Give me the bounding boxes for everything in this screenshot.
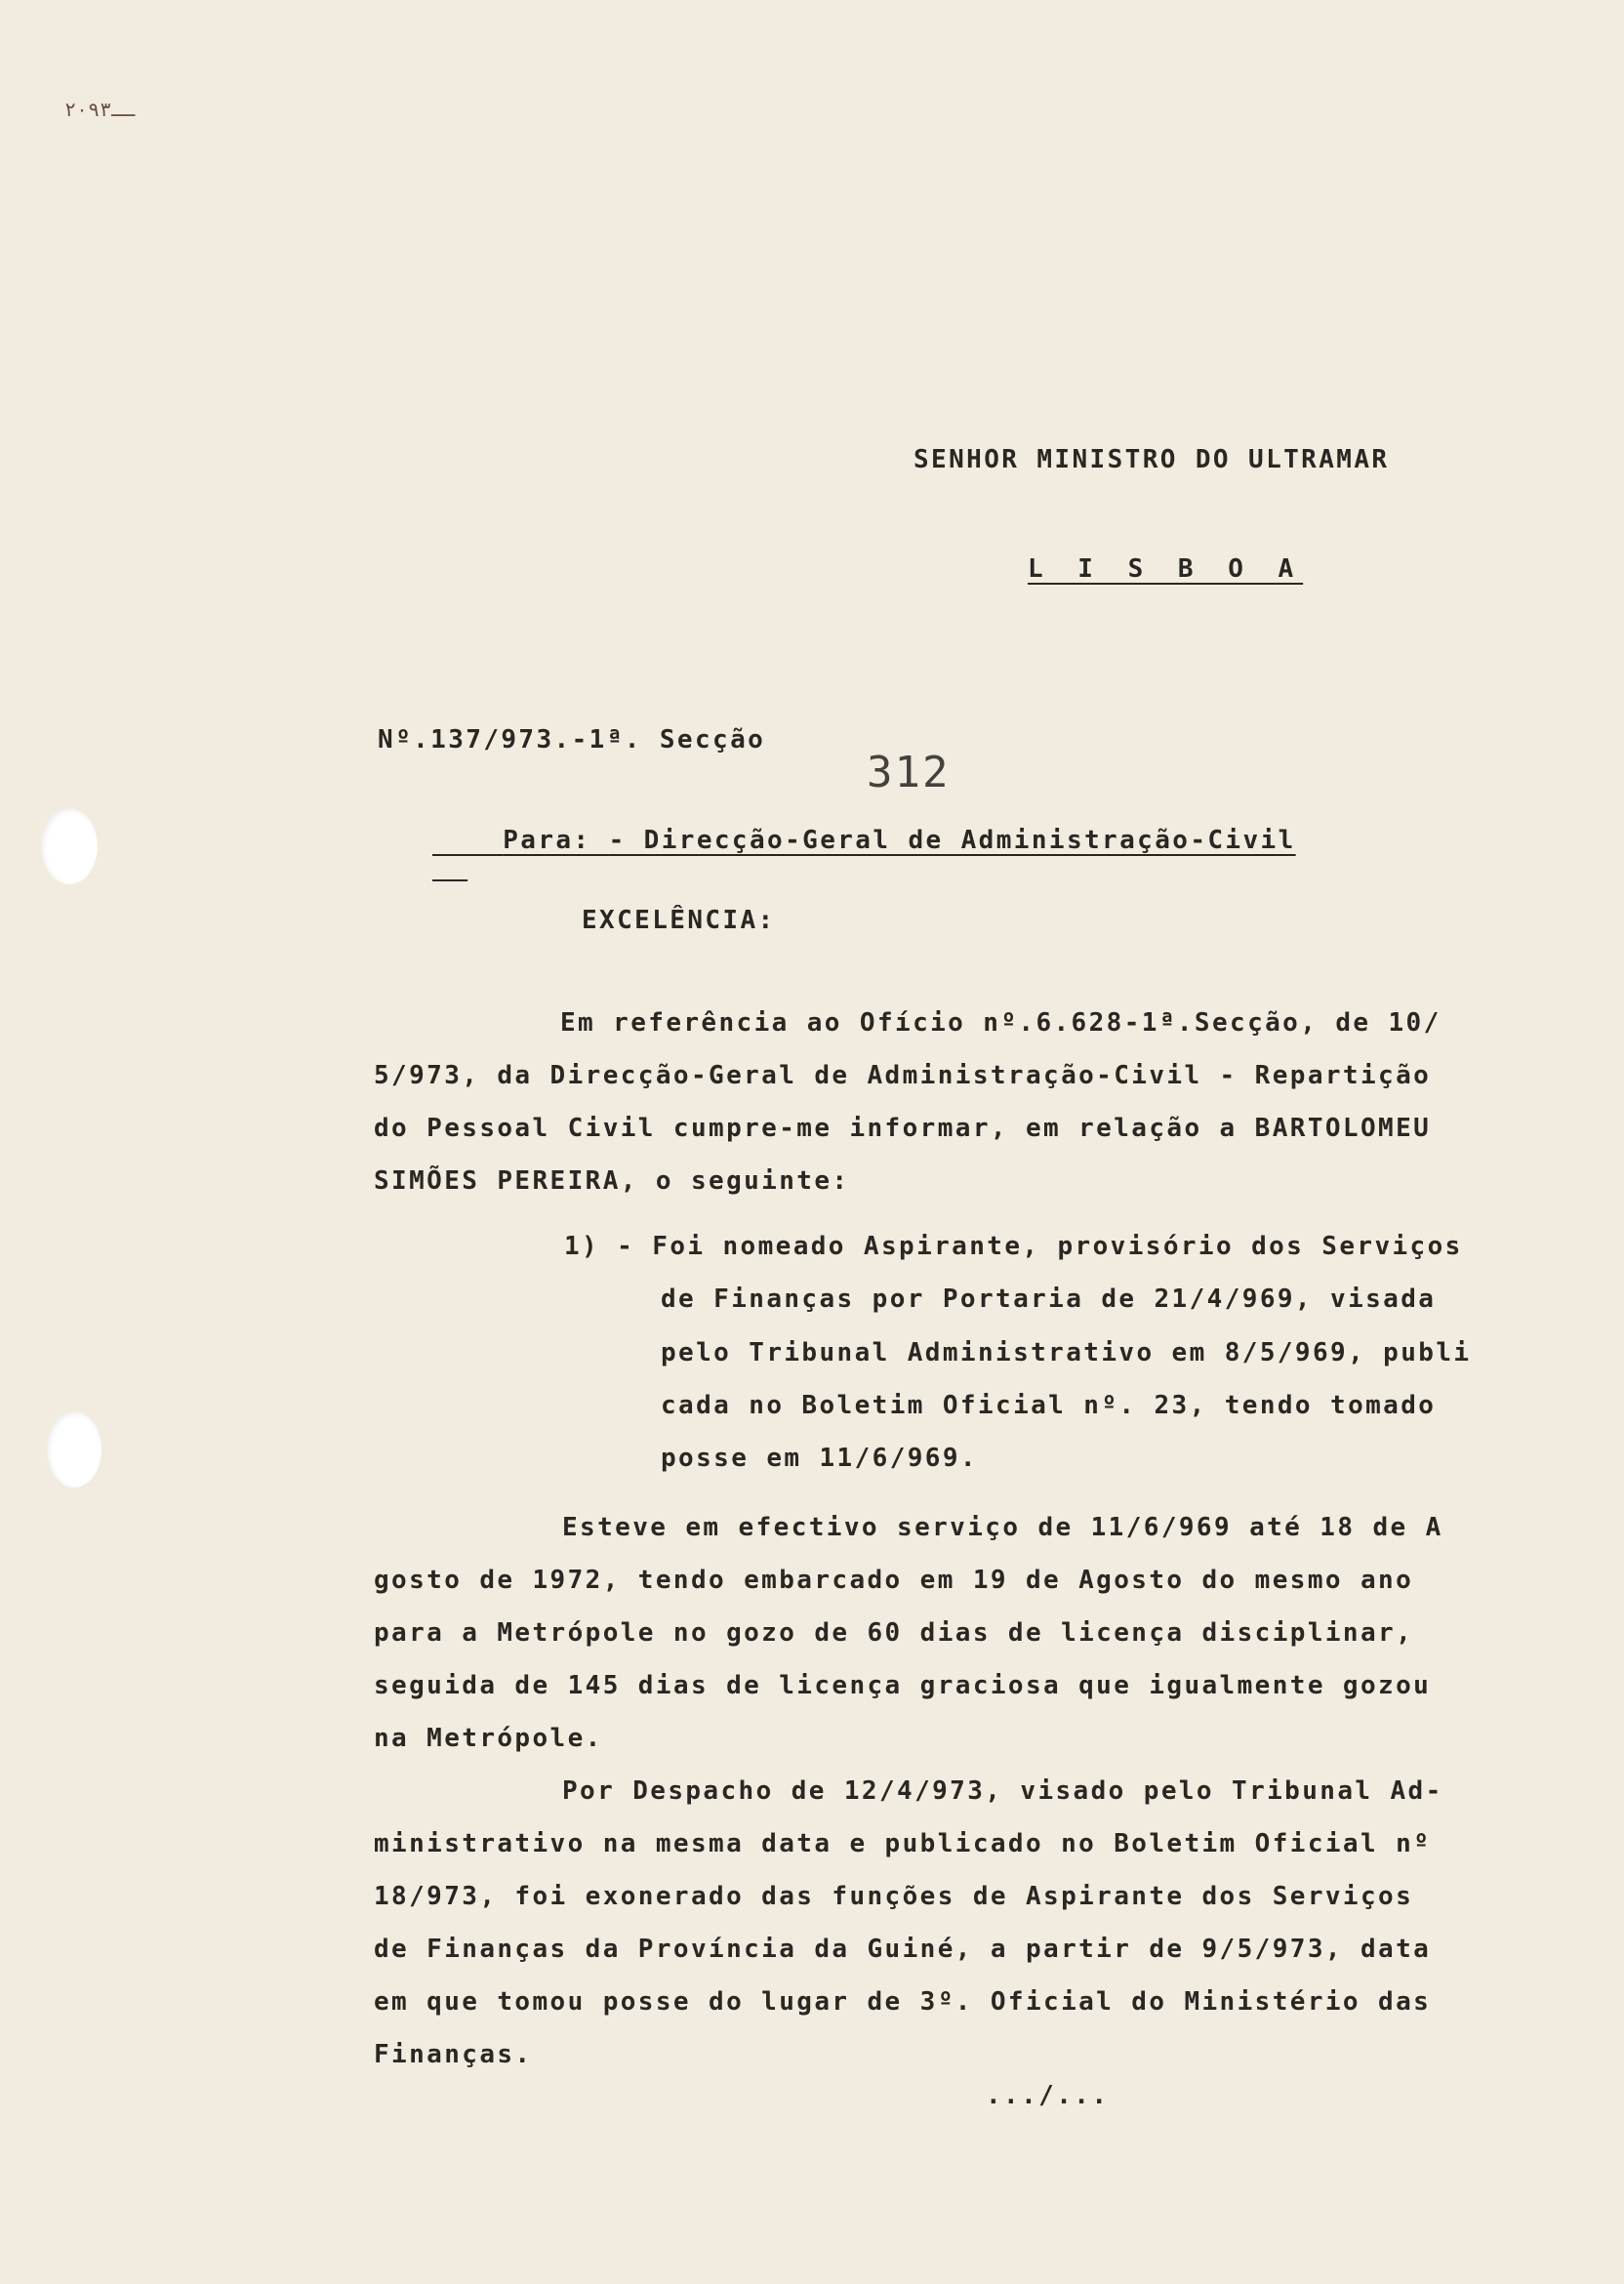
body-line-11: gosto de 1972, tendo embarcado em 19 de Agosto do mesmo ano: [374, 1566, 1414, 1595]
corner-mark: ــ٢٠٩٣: [64, 98, 136, 121]
body-line-10: Esteve em efectivo serviço de 11/6/969 até 18 de A: [562, 1513, 1443, 1542]
body-line-1: Em referência ao Ofício nº.6.628-1ª.Secção, de 10/: [560, 1008, 1441, 1038]
body-line-18: de Finanças da Província da Guiné, a partir de 9/5/973, data: [374, 1935, 1432, 1964]
para-line: [432, 802, 1296, 878]
para-label: Para:: [503, 826, 591, 855]
continuation-mark: .../...: [986, 2081, 1110, 2110]
stamp-number: 312: [867, 748, 951, 797]
body-line-20: Finanças.: [374, 2040, 533, 2069]
body-line-15: Por Despacho de 12/4/973, visado pelo Tribunal Ad-: [562, 1776, 1443, 1806]
punch-hole-bottom: [47, 1411, 102, 1488]
punch-hole-top: [41, 808, 98, 884]
item-1-line-3: pelo Tribunal Administrativo em 8/5/969, publi: [661, 1338, 1472, 1367]
item-1-line-4: cada no Boletim Oficial nº. 23, tendo tomado: [661, 1391, 1437, 1420]
body-line-14: na Metrópole.: [374, 1724, 603, 1753]
body-line-2: 5/973, da Direcção-Geral de Administração-Civil - Repartição: [374, 1061, 1432, 1090]
para-text: - Direcção-Geral de Administração-Civil: [608, 826, 1296, 855]
item-1-line-1: 1) - Foi nomeado Aspirante, provisório dos Serviços: [564, 1232, 1463, 1261]
body-line-17: 18/973, foi exonerado das funções de Aspirante dos Serviços: [374, 1882, 1414, 1911]
body-line-19: em que tomou posse do lugar de 3º. Oficial do Ministério das: [374, 1987, 1432, 2017]
reference-number: Nº.137/973.-1ª. Secção: [378, 725, 766, 755]
body-line-12: para a Metrópole no gozo de 60 dias de licença disciplinar,: [374, 1618, 1414, 1648]
salutation: EXCELÊNCIA:: [582, 906, 776, 935]
item-1-line-5: posse em 11/6/969.: [661, 1444, 978, 1473]
body-line-4: SIMÕES PEREIRA, o seguinte:: [374, 1166, 850, 1196]
body-line-13: seguida de 145 dias de licença graciosa que igualmente gozou: [374, 1671, 1432, 1700]
body-line-3: do Pessoal Civil cumpre-me informar, em relação a BARTOLOMEU: [374, 1114, 1432, 1143]
body-line-16: ministrativo na mesma data e publicado no Boletim Oficial nº: [374, 1829, 1432, 1858]
item-1-line-2: de Finanças por Portaria de 21/4/969, visada: [661, 1285, 1437, 1314]
addressee: SENHOR MINISTRO DO ULTRAMAR: [914, 445, 1390, 474]
city: L I S B O A: [1028, 554, 1304, 584]
